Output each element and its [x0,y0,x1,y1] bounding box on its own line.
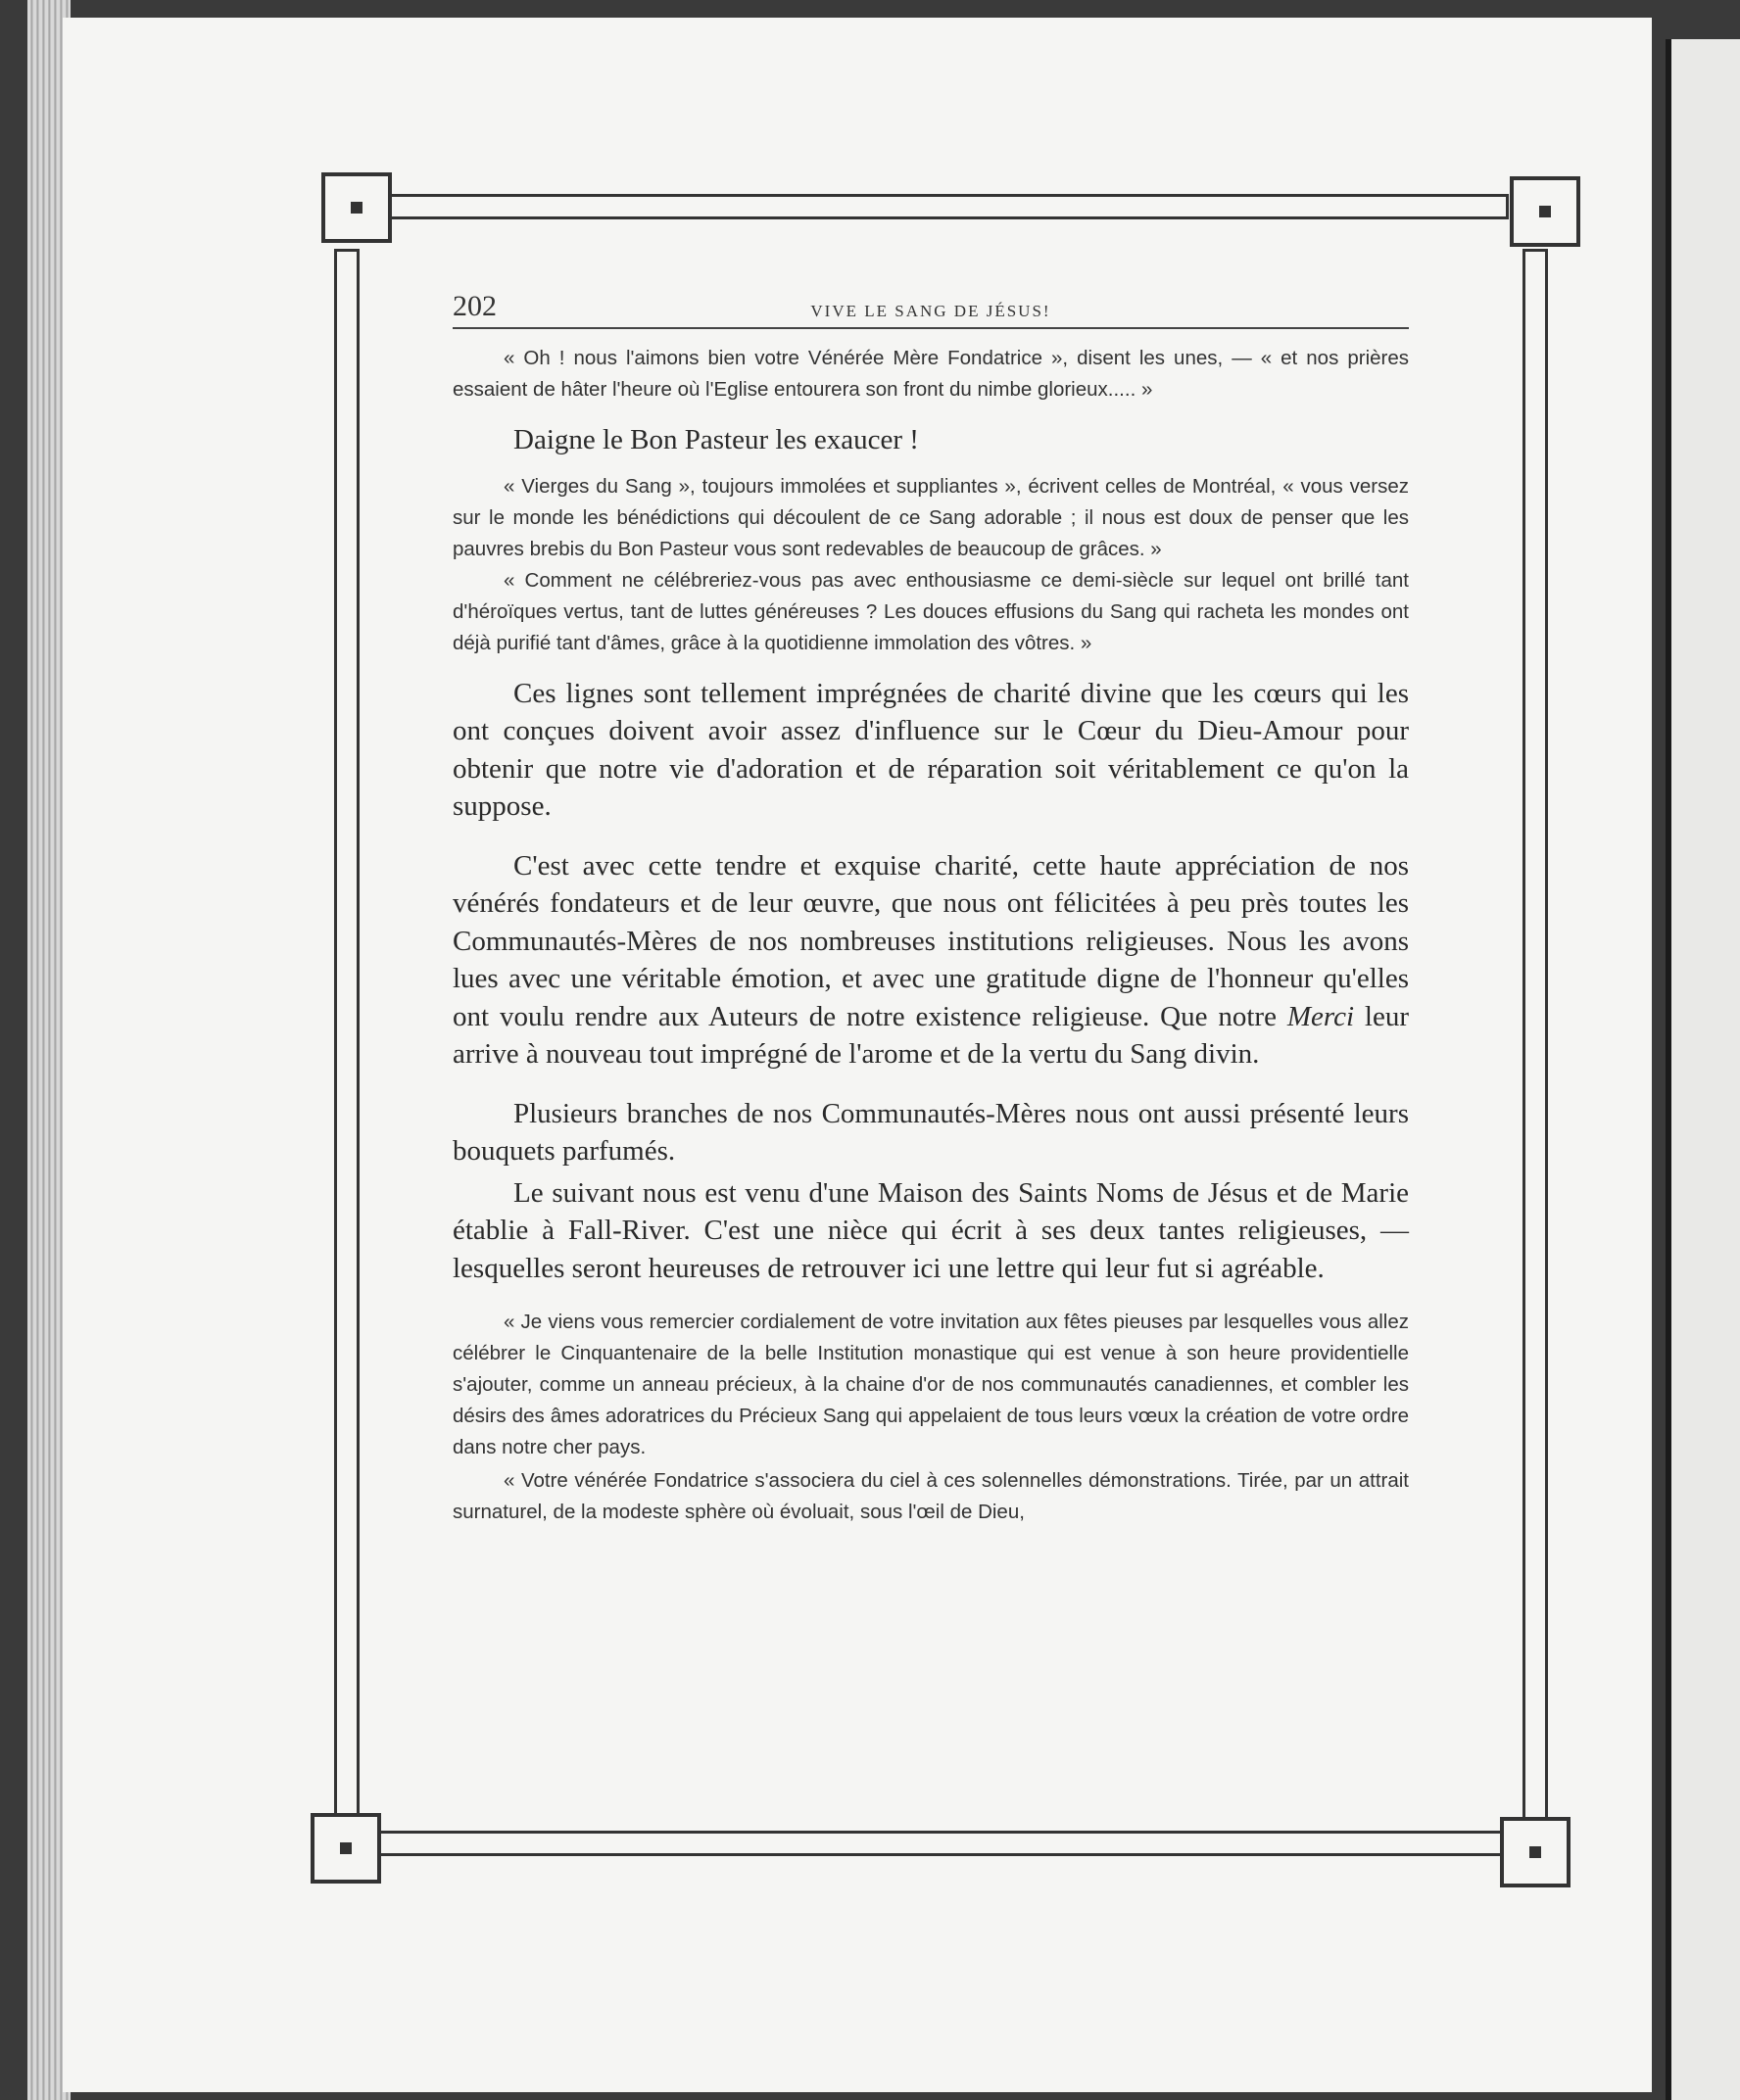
body-paragraph: Daigne le Bon Pasteur les exaucer ! [513,424,919,455]
page-number: 202 [453,290,497,322]
quote-paragraph: « Votre vénérée Fondatrice s'associera du ciel à ces solennelles démonstrations. Tirée, par un attrait surnaturel, de la modeste sphère où évoluait, sous l'œil de Dieu, [453,1469,1409,1523]
frame-left-rule [334,249,360,1839]
frame-corner-top-left-ornament [321,172,392,243]
frame-top-rule [355,194,1509,219]
body-paragraph: Ces lignes sont tellement imprégnées de charité divine que les cœurs qui les ont conçues doivent avoir assez d'influence sur le Cœur du Dieu-Amour pour obtenir que notre vie d'adoration et de réparation soit véritablement ce qu'on la suppose. [453,677,1409,822]
running-head [453,280,1409,329]
body-paragraph: Plusieurs branches de nos Communautés-Mères nous ont aussi présenté leurs bouquets parfumés. [453,1097,1409,1167]
body-text: C'est avec cette tendre et exquise charité, cette haute appréciation de nos vénérés fondateurs et de leur œuvre, que nous ont félicitées à peu près toutes les Communautés-Mères de nos nombreuses institutions religieuses. Nous les avons lues avec une véritable émotion, et avec une gratitude digne de l'honneur qu'elles ont voulu rendre aux Auteurs de notre existence religieuse. Que notre [453,849,1409,1032]
italic-word: Merci [1286,1000,1355,1032]
quote-paragraph: « Vierges du Sang », toujours immolées et suppliantes », écrivent celles de Montréal, « vous versez sur le monde les bénédictions qui découlent de ce Sang adorable ; il nous est doux de penser que les pauvres brebis du Bon Pasteur vous sont redevables de beaucoup de grâces. » [453,474,1409,560]
frame-corner-top-right-ornament [1510,176,1580,247]
text-block [453,280,1409,1528]
frame-bottom-rule [343,1831,1505,1856]
frame-right-rule [1522,249,1548,1843]
facing-page-edge [1666,39,1740,2100]
frame-corner-bottom-left-ornament [311,1813,381,1884]
quote-paragraph: « Oh ! nous l'aimons bien votre Vénérée Mère Fondatrice », disent les unes, — « et nos prières essaient de hâter l'heure où l'Eglise entourera son front du nimbe glorieux..... » [453,347,1409,401]
body-text: leur arrive à nouveau tout imprégné de l'arome et de la vertu du Sang divin. [453,1000,1409,1070]
quote-paragraph: « Comment ne célébreriez-vous pas avec enthousiasme ce demi-siècle sur lequel ont brillé tant d'héroïques vertus, tant de luttes généreuses ? Les douces effusions du Sang qui racheta les mondes ont déjà purifié tant d'âmes, grâce à la quotidienne immolation des vôtres. » [453,568,1409,654]
body-paragraph: Le suivant nous est venu d'une Maison des Saints Noms de Jésus et de Marie établie à Fall-River. C'est une nièce qui écrit à ses deux tantes religieuses, — lesquelles seront heureuses de retrouver ici une lettre qui leur fut si agréable. [453,1176,1409,1284]
frame-corner-bottom-right-ornament [1500,1817,1571,1887]
running-title: VIVE LE SANG DE JÉSUS! [810,302,1051,320]
body-paragraph [453,847,1409,1074]
quote-paragraph: « Je viens vous remercier cordialement de votre invitation aux fêtes pieuses par lesquelles vous allez célébrer le Cinquantenaire de la belle Institution monastique qui est venue à son heure providentielle s'ajouter, comme un anneau précieux, à la chaine d'or de nos communautés canadiennes, et combler les désirs des âmes adoratrices du Précieux Sang qui appelaient de tous leurs vœux la création de votre ordre dans notre cher pays. [453,1311,1409,1458]
